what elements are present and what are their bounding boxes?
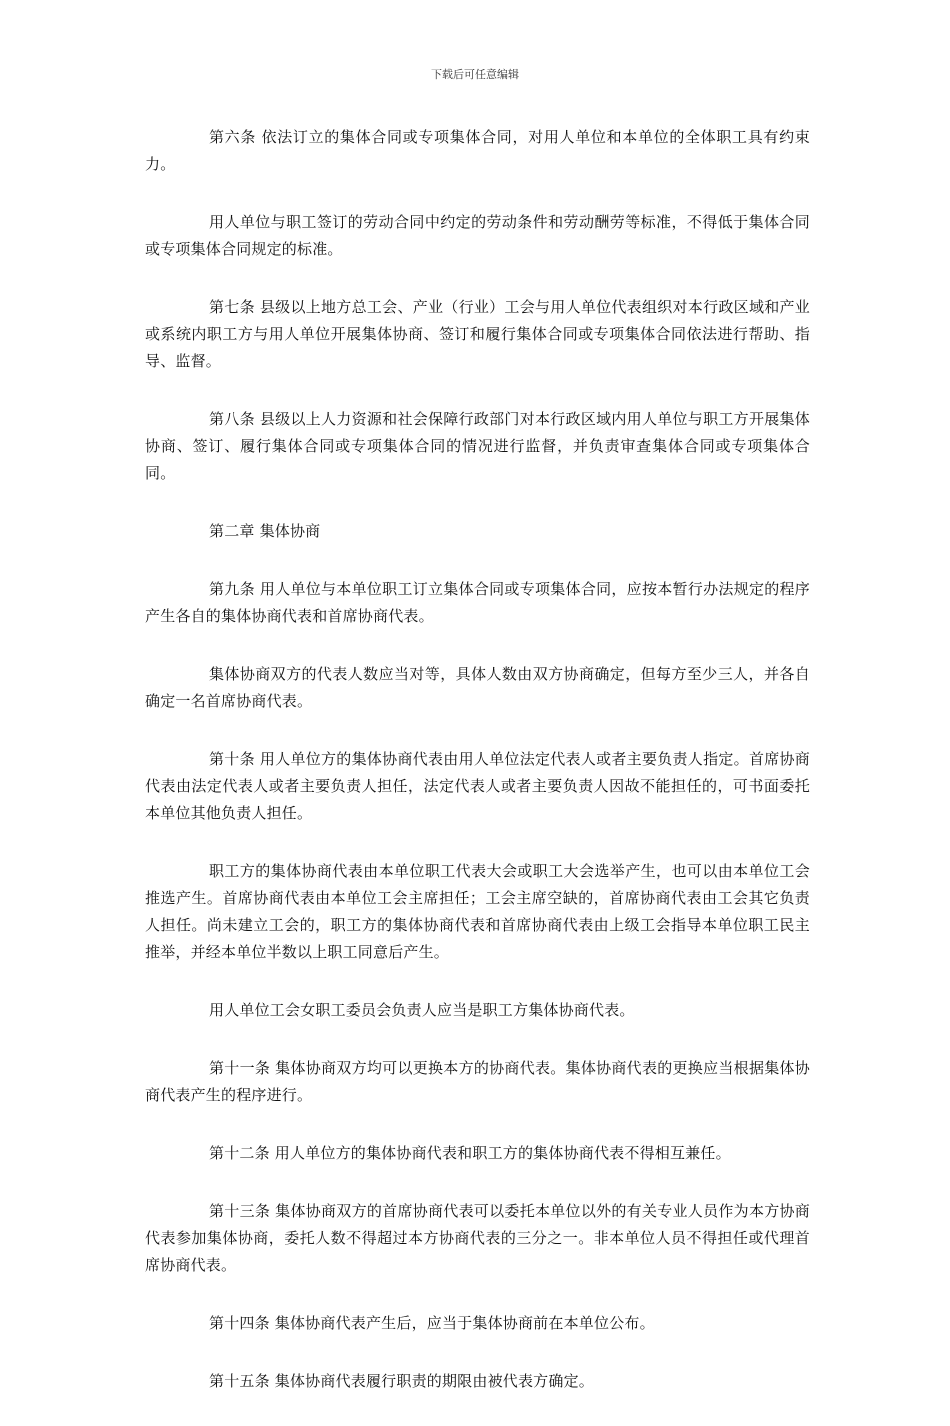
paragraph-article-8: 第八条 县级以上人力资源和社会保障行政部门对本行政区域内用人单位与职工方开展集体协商、签订、履行集体合同或专项集体合同的情况进行监督，并负责审查集体合同或专项集体合同。	[145, 410, 810, 482]
paragraph-women-committee: 用人单位工会女职工委员会负责人应当是职工方集体协商代表。	[209, 1001, 635, 1019]
paragraph-representative-count: 集体协商双方的代表人数应当对等，具体人数由双方协商确定，但每方至少三人，并各自确定一名首席协商代表。	[145, 665, 810, 710]
page-header: 下载后可任意编辑	[431, 68, 519, 81]
document-body	[145, 124, 810, 1426]
paragraph-article-12: 第十二条 用人单位方的集体协商代表和职工方的集体协商代表不得相互兼任。	[209, 1144, 731, 1162]
paragraph-article-13: 第十三条 集体协商双方的首席协商代表可以委托本单位以外的有关专业人员作为本方协商代表参加集体协商，委托人数不得超过本方协商代表的三分之一。非本单位人员不得担任或代理首席协商代表。	[145, 1202, 810, 1274]
paragraph-article-6: 第六条 依法订立的集体合同或专项集体合同，对用人单位和本单位的全体职工具有约束力。	[145, 128, 810, 173]
paragraph-article-14: 第十四条 集体协商代表产生后，应当于集体协商前在本单位公布。	[209, 1314, 655, 1332]
paragraph-labor-contract-standard: 用人单位与职工签订的劳动合同中约定的劳动条件和劳动酬劳等标准，不得低于集体合同或专项集体合同规定的标准。	[145, 213, 810, 258]
chapter-2-heading: 第二章 集体协商	[209, 522, 321, 540]
paragraph-article-7: 第七条 县级以上地方总工会、产业（行业）工会与用人单位代表组织对本行政区域和产业或系统内职工方与用人单位开展集体协商、签订和履行集体合同或专项集体合同依法进行帮助、指导、监督。	[145, 298, 810, 370]
paragraph-article-10: 第十条 用人单位方的集体协商代表由用人单位法定代表人或者主要负责人指定。首席协商代表由法定代表人或者主要负责人担任，法定代表人或者主要负责人因故不能担任的，可书面委托本单位其他负责人担任。	[145, 750, 810, 822]
paragraph-article-15: 第十五条 集体协商代表履行职责的期限由被代表方确定。	[209, 1372, 594, 1390]
paragraph-article-9: 第九条 用人单位与本单位职工订立集体合同或专项集体合同，应按本暂行办法规定的程序产生各自的集体协商代表和首席协商代表。	[145, 580, 810, 625]
paragraph-article-11: 第十一条 集体协商双方均可以更换本方的协商代表。集体协商代表的更换应当根据集体协商代表产生的程序进行。	[145, 1059, 810, 1104]
paragraph-employee-representatives: 职工方的集体协商代表由本单位职工代表大会或职工大会选举产生，也可以由本单位工会推选产生。首席协商代表由本单位工会主席担任；工会主席空缺的，首席协商代表由工会其它负责人担任。尚未建立工会的，职工方的集体协商代表和首席协商代表由上级工会指导本单位职工民主推举，并经本单位半数以上职工同意后产生。	[145, 862, 810, 961]
